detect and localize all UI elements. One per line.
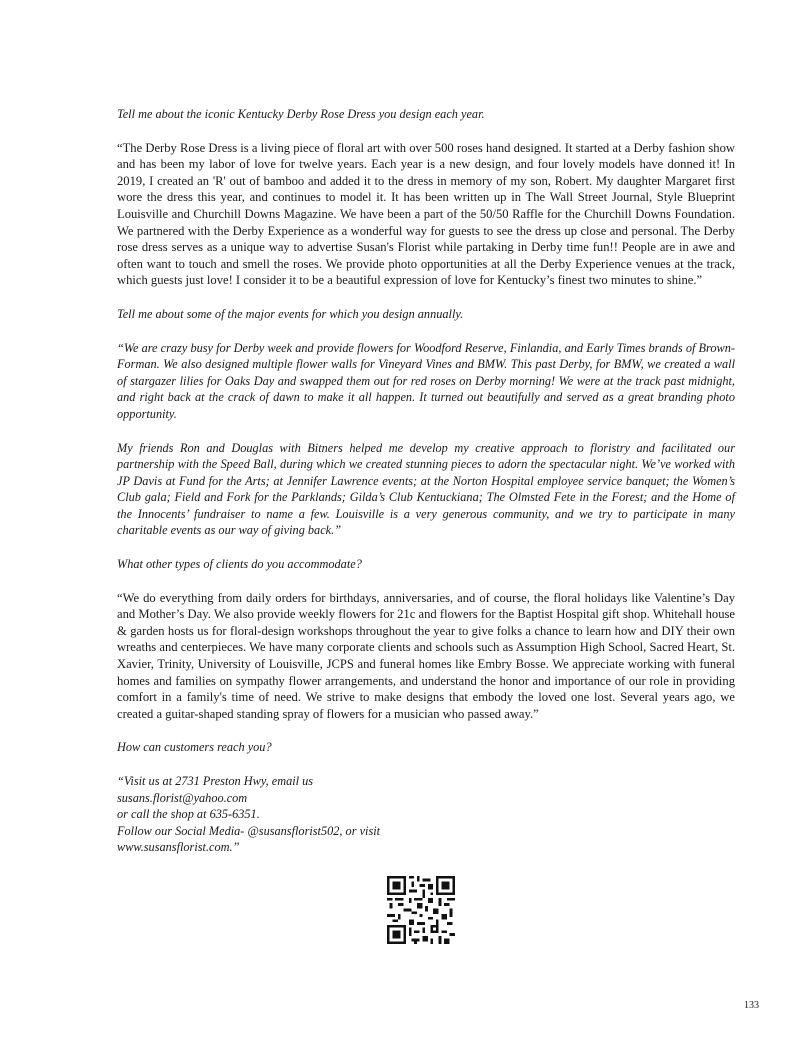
answer-clients: “We do everything from daily orders for birthdays, anniversaries, and of course, the floral holidays like Valentine’s Day and Mother’s Day. We also provide weekly flowers for 21c and flowers for the Baptist Hospital gift shop. Whitehall house & garden hosts us for floral-design workshops throughout the year to give folks a chance to learn how and DIY their own wreaths and centerpieces. We have many corporate clients and schools such as Assumption High School, Sacred Heart, St. Xavier, Trinity, University of Louisville, JCPS and funeral homes like Embry Bosse. We appreciate working with funeral homes and families on sympathy flower arrangements, and understand the honor and importance of our role in providing comfort in a family's time of need. We strive to make designs that embody the loved one lost. Several years ago, we created a guitar-shaped standing spray of flowers for a musician who passed away.” bbox=[117, 590, 735, 721]
contact-line-phone: or call the shop at 635-6351. bbox=[117, 807, 260, 822]
contact-line-social: Follow our Social Media- @susansflorist502, or visit bbox=[117, 823, 381, 838]
page-number: 133 bbox=[744, 1000, 759, 1011]
answer-rose-dress: “The Derby Rose Dress is a living piece of floral art with over 500 roses hand designed. It started at a Derby fashion show and has been my labor of love for twelve years. Each year is a new design, and four lovely models have donned it! In 2019, I created an 'R' out of bamboo and added it to the dress in memory of my son, Robert. My daughter Margaret first wore the dress this year, and continues to model it. It has been written up in The Wall Street Journal, Style Blueprint Louisville and Churchill Downs Magazine. We have been a part of the 50/50 Raffle for the Churchill Downs Foundation. We partnered with the Derby Experience as a wonderful way for guests to see the dress up close and personal. The Derby rose dress serves as a unique way to advertise Susan's Florist while partaking in Derby time fun!! People are in awe and often want to touch and smell the roses. We provide photo opportunities at all the Derby Experience venues at the track, which guests just love! I consider it to be a beautiful expression of love for Kentucky’s finest two minutes to shine.” bbox=[117, 140, 735, 288]
question-clients: What other types of clients do you accommodate? bbox=[117, 557, 362, 572]
qr-code-icon[interactable] bbox=[387, 876, 455, 944]
contact-line-address: “Visit us at 2731 Preston Hwy, email us bbox=[117, 774, 314, 788]
question-rose-dress: Tell me about the iconic Kentucky Derby Rose Dress you design each year. bbox=[117, 107, 485, 121]
contact-line-website[interactable]: www.susansflorist.com.” bbox=[117, 840, 240, 855]
contact-info bbox=[117, 773, 735, 856]
contact-line-email[interactable]: susans.florist@yahoo.com bbox=[117, 790, 248, 805]
question-contact: How can customers reach you? bbox=[117, 740, 272, 755]
answer-major-events-part1: “We are crazy busy for Derby week and provide flowers for Woodford Reserve, Finlandia, and Early Times brands of Brown-Forman. We also designed multiple flower walls for Vineyard Vines and BMW. This past Derby, for BMW, we created a wall of stargazer lilies for Oaks Day and swapped them out for red roses on Derby morning! We were at the track past midnight, and right back at the crack of dawn to make it all happen. It turned out beautifully and served as a great branding photo opportunity. bbox=[117, 340, 735, 421]
answer-major-events-part2: My friends Ron and Douglas with Bitners helped me develop my creative approach to floristry and facilitated our partnership with the Speed Ball, during which we created stunning pieces to adorn the spectacular night. We’ve worked with JP Davis at Fund for the Arts; at Jennifer Lawrence events; at the Norton Hospital employee service banquet; the Women’s Club gala; Field and Fork for the Parklands; Gilda’s Club Kentuckiana; The Olmsted Fete in the Forest; and the Home of the Innocents’ fundraiser to name a few. Louisville is a very generous community, and we try to participate in many charitable events as our way of giving back.” bbox=[117, 440, 735, 538]
article-body bbox=[117, 106, 735, 856]
question-major-events: Tell me about some of the major events for which you design annually. bbox=[117, 306, 464, 321]
